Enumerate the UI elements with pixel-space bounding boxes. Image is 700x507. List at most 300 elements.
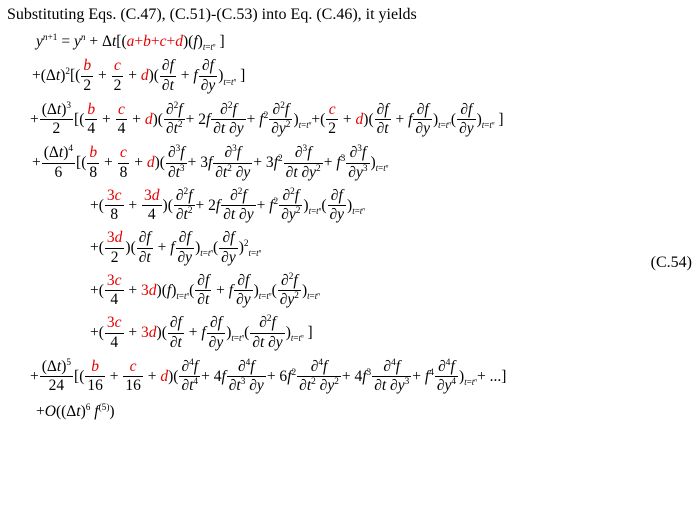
fraction: [375, 102, 391, 138]
math-token: t: [290, 333, 294, 344]
fraction: [137, 230, 153, 266]
fraction-denominator: [326, 119, 338, 138]
fraction-numerator: [372, 359, 411, 377]
math-token: )(: [363, 110, 374, 128]
math-token: ): [109, 403, 115, 421]
math-token: 2: [263, 110, 269, 121]
fraction-numerator: [179, 359, 200, 377]
math-token: ∂: [281, 271, 289, 289]
math-token: 4: [110, 291, 119, 309]
math-token: 3: [66, 100, 72, 111]
math-token: f: [336, 154, 341, 171]
superscript: [429, 368, 434, 378]
math-token: ∂y: [459, 120, 474, 138]
fraction: [42, 145, 75, 181]
math-token: y: [73, 33, 81, 50]
math-token: t: [308, 205, 312, 216]
eval-subscript: [307, 291, 320, 301]
fraction-numerator: [42, 145, 75, 163]
math-token: +: [143, 367, 161, 385]
math-token: =: [261, 290, 267, 301]
fraction-numerator: [116, 102, 128, 120]
fraction-numerator: [81, 58, 93, 76]
math-token: n: [241, 334, 245, 341]
math-token: 3: [106, 314, 115, 332]
math-token: f: [273, 154, 278, 171]
math-token: t: [464, 376, 467, 387]
fraction: [269, 102, 292, 138]
math-token: 3: [141, 323, 149, 341]
fraction: [297, 359, 341, 395]
math-token: t: [111, 33, 117, 50]
math-token: +: [30, 367, 39, 385]
math-token: +: [176, 67, 194, 85]
math-token: +: [128, 110, 145, 128]
math-token: 2: [65, 67, 71, 78]
fraction: [105, 315, 124, 351]
math-token: f: [323, 357, 328, 375]
math-token: )(: [183, 33, 194, 50]
superscript: [451, 378, 456, 388]
fraction-denominator: [137, 248, 153, 267]
math-token: 2: [280, 100, 285, 111]
math-token: ∂y: [245, 377, 264, 395]
math-token: t: [238, 333, 242, 344]
math-token: +(: [311, 110, 326, 128]
fraction-denominator: [87, 163, 99, 182]
equation-line-7: [90, 273, 700, 309]
math-token: 2: [237, 186, 243, 197]
math-token: =: [311, 205, 317, 216]
fraction: [105, 230, 125, 266]
math-token: ∂f: [416, 100, 429, 118]
math-token: c: [118, 100, 125, 118]
math-token: t: [200, 248, 203, 259]
math-token: ∂y: [200, 77, 216, 94]
math-token: f: [294, 186, 300, 204]
math-token: 4: [147, 206, 156, 224]
math-token: =: [466, 376, 472, 387]
math-token: (: [321, 196, 327, 214]
fraction-numerator: [142, 188, 162, 206]
math-token: ∂: [294, 144, 303, 162]
math-token: )(: [156, 323, 167, 341]
math-token: +: [124, 67, 141, 85]
fraction-denominator: [105, 290, 124, 309]
math-token: d: [146, 154, 155, 171]
math-token: 2: [278, 154, 283, 165]
math-token: c: [328, 100, 336, 118]
math-token: 16: [87, 377, 103, 395]
math-token: ∂y: [221, 248, 236, 266]
math-token: t: [445, 120, 449, 131]
math-token: 3: [357, 144, 362, 155]
math-token: 2: [294, 291, 299, 302]
fraction-numerator: [105, 315, 124, 333]
fraction-denominator: [435, 376, 458, 395]
math-token: 2: [243, 239, 249, 250]
superscript: [178, 121, 183, 131]
math-token: t: [56, 357, 62, 375]
fraction-numerator: [328, 188, 347, 206]
math-token: ∂: [181, 357, 190, 375]
math-token: ∂t: [181, 377, 194, 395]
math-token: ∂f: [138, 229, 151, 247]
math-token: ∂f: [161, 57, 174, 75]
math-token: +: [153, 238, 171, 256]
math-token: ): [226, 323, 232, 341]
math-token: =: [57, 33, 74, 50]
equation-line-1: [36, 33, 700, 53]
fraction-denominator: [168, 333, 184, 352]
math-token: ): [80, 403, 86, 421]
math-token: ): [253, 281, 259, 299]
fraction: [221, 188, 255, 224]
math-token: =: [354, 205, 360, 216]
math-token: n: [317, 291, 320, 298]
math-token: ∂f: [201, 57, 214, 75]
math-token: ∂f: [222, 229, 235, 247]
math-token: n: [268, 291, 272, 298]
fraction: [328, 188, 347, 224]
math-token: +(Δ: [32, 67, 56, 85]
equation-line-2: [32, 58, 700, 94]
math-token: t: [266, 290, 269, 301]
math-token: ): [218, 67, 224, 85]
math-token: 2: [311, 377, 316, 388]
math-token: f: [259, 110, 264, 128]
fraction-denominator: [195, 290, 211, 309]
math-token: t: [489, 120, 492, 131]
fraction: [116, 102, 128, 138]
math-token: f: [236, 144, 242, 162]
superscript: [334, 378, 339, 388]
math-token: + 2: [185, 110, 206, 128]
math-token: 4: [445, 357, 451, 368]
math-token: =: [233, 333, 239, 344]
fraction-numerator: [40, 102, 73, 120]
math-token: f: [178, 100, 183, 118]
math-token: ∂y: [329, 206, 345, 224]
math-token: ∂f: [209, 314, 222, 332]
math-token: c: [129, 357, 137, 375]
math-token: 5: [66, 357, 72, 368]
math-token: ∂t: [169, 333, 182, 351]
math-token: ]: [303, 323, 313, 341]
math-token: 4: [110, 333, 119, 351]
math-token: t: [256, 248, 259, 259]
superscript: [363, 164, 368, 174]
math-token: =: [301, 120, 307, 131]
fraction-numerator: [40, 359, 73, 377]
math-token: 2: [110, 248, 119, 266]
math-token: f: [90, 403, 99, 421]
math-token: f: [307, 144, 312, 162]
fraction-denominator: [328, 205, 347, 224]
math-token: =: [251, 248, 257, 259]
math-token: t: [375, 163, 379, 174]
math-token: t: [231, 76, 234, 87]
math-token: n: [80, 33, 86, 44]
math-token: f: [232, 100, 237, 118]
fraction-denominator: [250, 333, 284, 352]
superscript: [362, 207, 365, 213]
math-token: 2: [227, 100, 233, 111]
math-token: 3: [366, 367, 372, 378]
math-token: ): [476, 110, 482, 128]
math-token: ]: [494, 110, 504, 128]
superscript: [259, 249, 262, 255]
math-token: +: [166, 33, 176, 50]
math-token: 3: [106, 271, 115, 289]
math-token: 4: [451, 377, 457, 388]
math-token: ∂y: [177, 248, 193, 266]
math-token: +: [212, 281, 229, 299]
eval-subscript: [259, 291, 272, 301]
math-token: d: [140, 67, 149, 85]
math-token: n: [258, 249, 262, 256]
math-token: 8: [119, 163, 128, 181]
superscript: [405, 378, 410, 388]
document-page: [0, 6, 700, 507]
superscript: [274, 197, 279, 207]
eval-subscript: [482, 120, 495, 130]
math-token: 4: [245, 357, 251, 368]
math-token: [(: [74, 367, 85, 385]
fraction: [174, 188, 195, 224]
fraction-denominator: [213, 163, 252, 182]
math-token: f: [395, 357, 401, 375]
fraction: [118, 145, 130, 181]
fraction-numerator: [195, 273, 211, 291]
math-token: t: [481, 120, 485, 131]
math-token: ∂: [230, 186, 238, 204]
math-token: ∂f: [460, 100, 473, 118]
fraction-numerator: [168, 315, 184, 333]
math-token: c: [114, 186, 122, 204]
fraction-numerator: [413, 102, 432, 120]
math-token: n: [210, 249, 213, 256]
math-token: ]: [236, 67, 246, 85]
math-token: ∂y: [231, 163, 251, 181]
math-token: 2: [290, 186, 295, 197]
superscript: [292, 368, 297, 378]
math-token: ]: [215, 33, 225, 50]
math-token: t: [438, 120, 441, 131]
fraction-denominator: [166, 163, 187, 182]
eval-subscript: [352, 206, 365, 216]
math-token: ∂: [282, 186, 291, 204]
math-token: 2: [183, 186, 189, 197]
math-token: f: [166, 281, 172, 299]
math-token: n: [318, 206, 322, 213]
fraction-numerator: [137, 230, 153, 248]
math-token: t: [183, 290, 187, 301]
math-token: t: [471, 376, 475, 387]
math-token: ∂t ∂y: [213, 120, 244, 138]
fraction-denominator: [118, 163, 130, 182]
math-token: (Δ: [41, 357, 57, 375]
fraction: [81, 58, 93, 94]
math-token: =: [378, 163, 384, 174]
fraction-denominator: [42, 163, 75, 182]
fraction: [142, 188, 162, 224]
fraction: [105, 188, 124, 224]
math-token: ∂: [349, 144, 358, 162]
equation-line-6: [90, 230, 700, 266]
eval-subscript: [376, 163, 389, 173]
superscript: [66, 101, 71, 111]
equation-line-5: [90, 188, 700, 224]
fraction-denominator: [278, 290, 301, 309]
fraction: [346, 145, 369, 181]
fraction: [250, 315, 284, 351]
math-token: +: [98, 110, 115, 128]
superscript: [296, 207, 301, 217]
math-token: t: [58, 144, 64, 162]
superscript: [188, 207, 193, 217]
fraction: [213, 145, 252, 181]
math-token: d: [175, 33, 183, 50]
math-token: + 3: [253, 154, 274, 171]
math-token: 3: [232, 144, 237, 155]
fraction-numerator: [164, 102, 185, 120]
math-token: f: [193, 33, 198, 50]
math-token: f: [269, 196, 274, 214]
fraction: [278, 273, 301, 309]
superscript: [68, 144, 73, 154]
math-token: t: [223, 76, 226, 87]
fraction-denominator: [105, 248, 125, 267]
math-token: 4: [318, 357, 324, 368]
fraction: [227, 359, 266, 395]
math-token: +: [246, 110, 260, 128]
math-token: 2: [291, 367, 297, 378]
math-token: b: [89, 144, 98, 162]
fraction-numerator: [105, 188, 124, 206]
math-token: +: [339, 110, 356, 128]
math-token: d: [151, 186, 160, 204]
math-token: f: [250, 357, 255, 375]
math-token: ): [285, 323, 291, 341]
fraction-denominator: [375, 119, 391, 138]
fraction: [413, 102, 432, 138]
math-token: a: [126, 33, 135, 50]
fraction-denominator: [85, 119, 97, 138]
fraction-numerator: [112, 58, 124, 76]
math-token: + 3: [187, 154, 208, 171]
math-token: f: [361, 144, 367, 162]
fraction-numerator: [123, 359, 143, 377]
eval-subscript: [299, 120, 312, 130]
math-token: t: [248, 248, 252, 259]
math-token: ∂t ∂y: [223, 206, 254, 224]
math-token: 16: [125, 377, 141, 395]
fraction-numerator: [227, 359, 266, 377]
math-token: d: [160, 367, 169, 385]
fraction: [457, 102, 476, 138]
math-token: 3: [362, 164, 368, 175]
math-token: =: [178, 290, 184, 301]
math-token: b: [91, 357, 99, 375]
math-token: f: [408, 110, 413, 128]
math-token: ∂y: [348, 163, 363, 181]
math-token: ∂f: [197, 271, 210, 289]
fraction: [105, 273, 124, 309]
math-token: n: [233, 77, 237, 84]
math-token: 2: [177, 120, 183, 131]
math-token: 2: [328, 120, 337, 138]
math-token: b: [87, 100, 96, 118]
fraction-numerator: [199, 58, 218, 76]
math-token: ): [63, 144, 69, 162]
math-token: t: [56, 100, 62, 118]
fraction-denominator: [112, 76, 124, 95]
math-token: ∂: [272, 100, 281, 118]
fraction-numerator: [85, 359, 105, 377]
math-token: t: [55, 67, 61, 85]
fraction-denominator: [123, 376, 143, 395]
math-token: n: [491, 120, 495, 127]
math-token: ∂t ∂y: [252, 333, 283, 351]
math-token: d: [144, 110, 153, 128]
math-token: +: [323, 154, 337, 171]
math-token: 8: [110, 206, 119, 224]
math-token: (: [189, 281, 195, 299]
fraction: [40, 102, 73, 138]
math-token: ): [301, 281, 308, 299]
fraction-numerator: [176, 230, 195, 248]
fraction-numerator: [211, 102, 245, 120]
math-token: f: [215, 196, 221, 214]
math-token: t: [298, 333, 301, 344]
math-token: ): [370, 154, 376, 171]
fraction-numerator: [234, 273, 253, 291]
math-token: 2: [285, 120, 291, 131]
fraction: [87, 145, 99, 181]
math-token: [(: [116, 33, 127, 50]
math-token: +: [32, 154, 41, 171]
fraction: [195, 273, 211, 309]
math-token: ): [293, 110, 299, 128]
math-token: ∂: [383, 357, 392, 375]
math-token: )(: [156, 281, 167, 299]
math-token: 3: [340, 154, 346, 165]
math-token: 4: [429, 367, 434, 378]
math-token: c: [114, 314, 122, 332]
math-token: c: [159, 33, 167, 50]
fraction-numerator: [375, 102, 391, 120]
superscript: [66, 358, 71, 368]
fraction-denominator: [457, 119, 476, 138]
math-token: ∂: [237, 357, 246, 375]
fraction: [160, 58, 176, 94]
fraction-denominator: [174, 205, 195, 224]
fraction-denominator: [164, 119, 185, 138]
math-token: 2: [266, 314, 272, 325]
math-token: n: [212, 43, 216, 50]
math-token: +(: [90, 238, 104, 256]
math-token: +: [124, 281, 142, 299]
math-token: +1: [47, 33, 58, 44]
math-token: 2: [288, 271, 294, 282]
math-token: +(: [90, 323, 104, 341]
fraction-denominator: [142, 205, 162, 224]
math-token: ): [303, 196, 309, 214]
math-token: 3: [175, 144, 181, 155]
math-token: + 4: [341, 367, 363, 385]
fraction: [179, 359, 200, 395]
